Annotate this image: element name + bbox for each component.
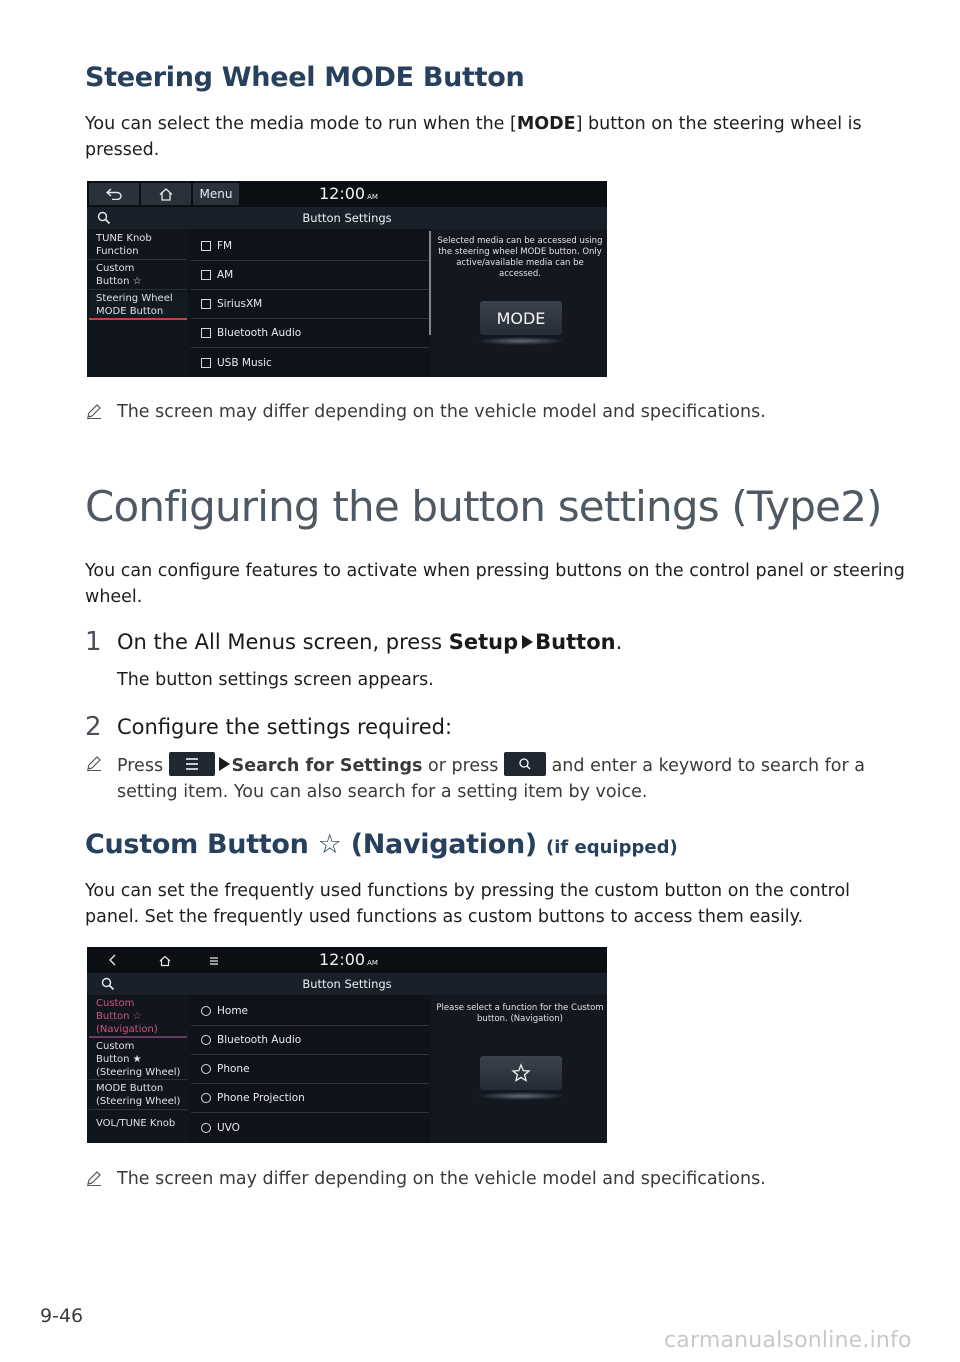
radio-button[interactable] bbox=[201, 1035, 211, 1045]
list-item-label: SiriusXM bbox=[217, 298, 263, 310]
step-1-period: . bbox=[615, 630, 623, 654]
arrow-right-icon bbox=[522, 635, 533, 649]
search-inline-button bbox=[504, 752, 546, 776]
section-title-custom-button-navigation bbox=[85, 829, 678, 860]
step-1-title bbox=[117, 630, 622, 654]
list-item-label: UVO bbox=[217, 1121, 240, 1134]
setup-bold: Setup bbox=[448, 630, 519, 654]
list-item[interactable] bbox=[191, 348, 429, 377]
sidebar-label: Steering Wheel bbox=[96, 293, 173, 304]
sidebar-item-custom-button[interactable] bbox=[89, 262, 187, 290]
sidebar-item-mode-button[interactable] bbox=[89, 1082, 187, 1110]
section-title-steering-wheel-mode: Steering Wheel MODE Button bbox=[85, 62, 525, 93]
mode-button-preview bbox=[480, 301, 562, 335]
intro-text-post: ] button on the steering wheel is bbox=[575, 114, 862, 134]
clock-time: 12:00 bbox=[319, 950, 366, 969]
sidebar-label: TUNE Knob bbox=[96, 233, 152, 244]
media-checkbox-list bbox=[189, 229, 429, 377]
function-radio-list bbox=[189, 995, 429, 1143]
sidebar-label: Custom bbox=[96, 263, 135, 274]
note-line2: setting item. You can also search for a setting item by voice. bbox=[117, 781, 648, 802]
list-item-label: Phone Projection bbox=[217, 1092, 305, 1104]
help-line: active/available media can be accessed. bbox=[456, 258, 584, 279]
intro-line: You can set the frequently used functions by pressing the custom button on the control bbox=[85, 881, 851, 901]
menu-label: Menu bbox=[199, 187, 233, 201]
sidebar-item-steering-wheel-mode[interactable] bbox=[89, 292, 187, 320]
help-line: Selected media can be accessed using bbox=[437, 236, 603, 246]
settings-sidebar bbox=[87, 229, 189, 377]
search-icon bbox=[504, 752, 546, 776]
intro-text-pre: You can select the media mode to run when the [ bbox=[85, 114, 517, 134]
screenshot-button-settings-mode bbox=[87, 181, 607, 377]
help-line: button. (Navigation) bbox=[477, 1014, 563, 1024]
sidebar-label: Button ★ bbox=[96, 1054, 142, 1065]
list-item[interactable] bbox=[191, 261, 429, 290]
button-bold: Button bbox=[535, 630, 616, 654]
list-item[interactable] bbox=[191, 1026, 429, 1055]
help-line: the steering wheel MODE button. Only bbox=[438, 247, 602, 257]
radio-button[interactable] bbox=[201, 1123, 211, 1133]
clock bbox=[319, 184, 378, 203]
settings-sidebar bbox=[87, 995, 189, 1143]
note-text: The screen may differ depending on the vehicle model and specifications. bbox=[117, 1169, 766, 1189]
section3-intro bbox=[85, 879, 885, 930]
section-title-configuring-button-settings: Configuring the button settings (Type2) bbox=[85, 482, 882, 531]
button-glow bbox=[476, 337, 566, 345]
sidebar-label: Function bbox=[96, 246, 139, 257]
list-item[interactable] bbox=[191, 319, 429, 348]
menu-button[interactable] bbox=[209, 952, 225, 968]
arrow-right-icon bbox=[219, 757, 230, 771]
list-item-label: Phone bbox=[217, 1063, 250, 1075]
clock bbox=[319, 950, 378, 969]
section-intro bbox=[85, 112, 885, 163]
clock-ampm: AM bbox=[367, 959, 378, 967]
checkbox[interactable] bbox=[201, 270, 211, 280]
section2-intro bbox=[85, 559, 905, 610]
step-1-description: The button settings screen appears. bbox=[117, 670, 434, 690]
radio-button[interactable] bbox=[201, 1006, 211, 1016]
top-bar bbox=[87, 947, 607, 973]
note-post: and enter a keyword to search for a bbox=[551, 756, 865, 776]
if-equipped-label: (if equipped) bbox=[546, 837, 678, 858]
note-text: The screen may differ depending on the vehicle model and specifications. bbox=[117, 402, 766, 422]
radio-button[interactable] bbox=[201, 1064, 211, 1074]
intro-mode-bold: MODE bbox=[516, 114, 576, 134]
help-line: Please select a function for the Custom bbox=[436, 1003, 604, 1013]
screenshot-button-settings-custom bbox=[87, 947, 607, 1143]
list-item[interactable] bbox=[191, 290, 429, 319]
sidebar-label: Custom bbox=[96, 998, 135, 1009]
list-item[interactable] bbox=[191, 1084, 429, 1113]
list-item-label: Bluetooth Audio bbox=[217, 1034, 302, 1046]
sidebar-label: Button ☆ bbox=[96, 276, 142, 287]
mode-button-label: MODE bbox=[496, 308, 546, 328]
step-2-title: Configure the settings required: bbox=[117, 715, 453, 739]
help-text bbox=[435, 236, 605, 280]
list-item[interactable] bbox=[191, 1113, 429, 1142]
list-item[interactable] bbox=[191, 232, 429, 261]
custom-button-preview bbox=[480, 1056, 562, 1090]
step-2-number: 2 bbox=[85, 712, 102, 742]
menu-inline-button bbox=[169, 752, 215, 776]
sub-bar bbox=[87, 973, 607, 995]
radio-button[interactable] bbox=[201, 1093, 211, 1103]
home-icon bbox=[159, 955, 171, 967]
search-for-settings-bold: Search for Settings bbox=[231, 756, 423, 776]
checkbox[interactable] bbox=[201, 241, 211, 251]
top-bar bbox=[87, 181, 607, 207]
list-item-label: Bluetooth Audio bbox=[217, 327, 302, 339]
sidebar-label: MODE Button bbox=[96, 1083, 164, 1094]
intro-text-line2: pressed. bbox=[85, 139, 160, 160]
note-or-press: or press bbox=[428, 756, 499, 776]
home-button[interactable] bbox=[159, 952, 175, 968]
list-item-label: FM bbox=[217, 240, 233, 252]
footer-watermark-url[interactable]: carmanualsonline.info bbox=[664, 1328, 912, 1353]
checkbox[interactable] bbox=[201, 358, 211, 368]
back-button[interactable] bbox=[107, 952, 123, 968]
home-icon bbox=[159, 188, 173, 201]
intro-line: wheel. bbox=[85, 586, 143, 607]
page-number: 9-46 bbox=[40, 1305, 84, 1327]
sidebar-item-custom-button-navigation[interactable] bbox=[89, 997, 187, 1038]
step-2-note-text bbox=[117, 752, 877, 805]
chevron-left-icon bbox=[107, 953, 119, 967]
pencil-note-icon bbox=[85, 1169, 103, 1187]
star-outline-icon bbox=[511, 1063, 531, 1083]
custom-button-title: Custom Button ☆ (Navigation) bbox=[85, 829, 537, 860]
checkbox[interactable] bbox=[201, 328, 211, 338]
clock-time: 12:00 bbox=[319, 184, 366, 203]
screen-title: Button Settings bbox=[302, 977, 392, 991]
sidebar-item-vol-tune-knob[interactable] bbox=[89, 1117, 187, 1137]
sidebar-label: (Navigation) bbox=[96, 1024, 158, 1035]
sidebar-item-custom-button-steering[interactable] bbox=[89, 1040, 187, 1080]
back-icon bbox=[106, 188, 122, 200]
sub-bar bbox=[87, 207, 607, 229]
help-panel bbox=[431, 229, 607, 377]
sidebar-label: VOL/TUNE Knob bbox=[96, 1118, 176, 1129]
list-item[interactable] bbox=[191, 997, 429, 1026]
intro-line: You can configure features to activate when pressing buttons on the control panel or steering bbox=[85, 561, 905, 581]
list-item-label: USB Music bbox=[217, 356, 272, 369]
help-panel bbox=[431, 995, 607, 1143]
step-1-text: On the All Menus screen, press bbox=[117, 630, 449, 654]
sidebar-item-tune-knob[interactable] bbox=[89, 232, 187, 260]
list-item[interactable] bbox=[191, 1055, 429, 1084]
sidebar-label: MODE Button bbox=[96, 306, 164, 317]
step-1-number: 1 bbox=[85, 627, 102, 657]
hamburger-menu-icon bbox=[169, 752, 215, 776]
checkbox[interactable] bbox=[201, 299, 211, 309]
hamburger-menu-icon bbox=[209, 955, 219, 967]
sidebar-label: Custom bbox=[96, 1041, 135, 1052]
sidebar-label: (Steering Wheel) bbox=[96, 1096, 181, 1107]
pencil-note-icon bbox=[85, 754, 103, 772]
sidebar-label: Button ☆ bbox=[96, 1011, 142, 1022]
sidebar-label: (Steering Wheel) bbox=[96, 1067, 181, 1078]
button-glow bbox=[476, 1092, 566, 1100]
note-press: Press bbox=[117, 756, 164, 776]
help-text bbox=[435, 1003, 605, 1025]
list-item-label: Home bbox=[217, 1005, 249, 1017]
intro-line: panel. Set the frequently used functions as custom buttons to access them easily. bbox=[85, 906, 804, 927]
menu-button[interactable] bbox=[193, 183, 239, 205]
home-button[interactable] bbox=[141, 183, 191, 205]
pencil-note-icon bbox=[85, 402, 103, 420]
list-item-label: AM bbox=[217, 269, 234, 281]
back-button[interactable] bbox=[89, 183, 139, 205]
screen-title: Button Settings bbox=[302, 211, 392, 225]
clock-ampm: AM bbox=[367, 193, 378, 201]
